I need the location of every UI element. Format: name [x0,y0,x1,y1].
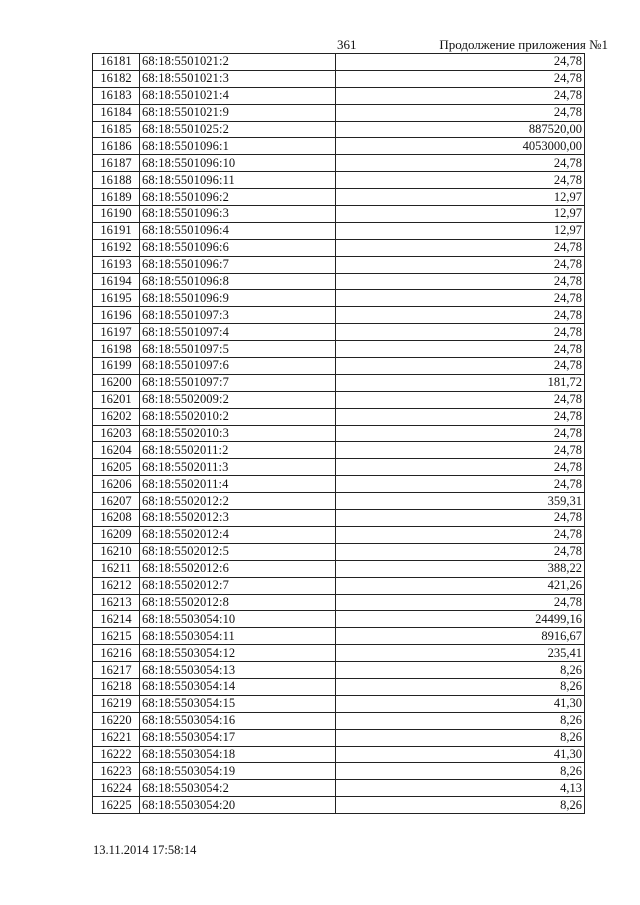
row-number-cell: 16224 [93,780,140,797]
value-cell: 24,78 [336,442,585,459]
table-row [93,678,585,695]
cadastral-number-cell: 68:18:5503054:15 [140,695,336,712]
table-row [93,645,585,662]
value-cell: 24,78 [336,526,585,543]
row-number-cell: 16195 [93,290,140,307]
table-row [93,307,585,324]
value-cell: 181,72 [336,374,585,391]
cadastral-number-cell: 68:18:5501097:7 [140,374,336,391]
value-cell: 24,78 [336,104,585,121]
value-cell: 8,26 [336,763,585,780]
row-number-cell: 16188 [93,172,140,189]
cadastral-number-cell: 68:18:5502012:7 [140,577,336,594]
cadastral-number-cell: 68:18:5503054:2 [140,780,336,797]
cadastral-number-cell: 68:18:5501096:1 [140,138,336,155]
value-cell: 24,78 [336,341,585,358]
value-cell: 8,26 [336,712,585,729]
table-row [93,594,585,611]
row-number-cell: 16210 [93,543,140,560]
table-row [93,510,585,527]
cadastral-number-cell: 68:18:5501096:8 [140,273,336,290]
table-row [93,341,585,358]
value-cell: 41,30 [336,695,585,712]
table-row [93,273,585,290]
table-row [93,543,585,560]
row-number-cell: 16214 [93,611,140,628]
cadastral-number-cell: 68:18:5503054:20 [140,797,336,814]
registry-table [92,53,585,814]
table-row [93,172,585,189]
row-number-cell: 16198 [93,341,140,358]
table-row [93,442,585,459]
value-cell: 4,13 [336,780,585,797]
table-row [93,560,585,577]
cadastral-number-cell: 68:18:5502010:2 [140,408,336,425]
cadastral-number-cell: 68:18:5501097:4 [140,324,336,341]
cadastral-number-cell: 68:18:5503054:12 [140,645,336,662]
table-row [93,104,585,121]
table-row [93,628,585,645]
table-row [93,695,585,712]
row-number-cell: 16223 [93,763,140,780]
table-row [93,746,585,763]
row-number-cell: 16208 [93,510,140,527]
cadastral-number-cell: 68:18:5503054:18 [140,746,336,763]
cadastral-number-cell: 68:18:5501021:2 [140,54,336,71]
value-cell: 8,26 [336,729,585,746]
table-row [93,408,585,425]
row-number-cell: 16191 [93,222,140,239]
cadastral-number-cell: 68:18:5503054:17 [140,729,336,746]
value-cell: 8,26 [336,678,585,695]
row-number-cell: 16217 [93,662,140,679]
row-number-cell: 16201 [93,391,140,408]
row-number-cell: 16186 [93,138,140,155]
row-number-cell: 16211 [93,560,140,577]
value-cell: 24,78 [336,425,585,442]
value-cell: 24499,16 [336,611,585,628]
value-cell: 8,26 [336,662,585,679]
row-number-cell: 16192 [93,239,140,256]
value-cell: 24,78 [336,543,585,560]
value-cell: 24,78 [336,172,585,189]
value-cell: 24,78 [336,391,585,408]
value-cell: 12,97 [336,222,585,239]
value-cell: 24,78 [336,324,585,341]
table-row [93,206,585,223]
table-row [93,611,585,628]
value-cell: 388,22 [336,560,585,577]
row-number-cell: 16203 [93,425,140,442]
row-number-cell: 16185 [93,121,140,138]
table-row [93,526,585,543]
row-number-cell: 16209 [93,526,140,543]
cadastral-number-cell: 68:18:5503054:11 [140,628,336,645]
cadastral-number-cell: 68:18:5501025:2 [140,121,336,138]
table-row [93,797,585,814]
table-row [93,222,585,239]
table-row [93,358,585,375]
row-number-cell: 16218 [93,678,140,695]
cadastral-number-cell: 68:18:5501096:4 [140,222,336,239]
table-row [93,87,585,104]
value-cell: 24,78 [336,256,585,273]
row-number-cell: 16212 [93,577,140,594]
cadastral-number-cell: 68:18:5502012:2 [140,493,336,510]
cadastral-number-cell: 68:18:5501096:9 [140,290,336,307]
table-row [93,459,585,476]
cadastral-number-cell: 68:18:5502011:4 [140,476,336,493]
table-row [93,290,585,307]
table-row [93,391,585,408]
row-number-cell: 16194 [93,273,140,290]
cadastral-number-cell: 68:18:5502011:2 [140,442,336,459]
table-row [93,70,585,87]
table-row [93,189,585,206]
cadastral-number-cell: 68:18:5501097:5 [140,341,336,358]
table-row [93,121,585,138]
table-row [93,425,585,442]
cadastral-number-cell: 68:18:5501096:11 [140,172,336,189]
row-number-cell: 16202 [93,408,140,425]
row-number-cell: 16183 [93,87,140,104]
value-cell: 24,78 [336,70,585,87]
row-number-cell: 16184 [93,104,140,121]
table-row [93,780,585,797]
table-row [93,712,585,729]
value-cell: 24,78 [336,476,585,493]
value-cell: 24,78 [336,594,585,611]
row-number-cell: 16187 [93,155,140,172]
cadastral-number-cell: 68:18:5502011:3 [140,459,336,476]
page-number: 361 [337,37,357,52]
cadastral-number-cell: 68:18:5501021:9 [140,104,336,121]
value-cell: 24,78 [336,307,585,324]
cadastral-number-cell: 68:18:5502010:3 [140,425,336,442]
cadastral-number-cell: 68:18:5502012:3 [140,510,336,527]
row-number-cell: 16205 [93,459,140,476]
value-cell: 24,78 [336,54,585,71]
row-number-cell: 16189 [93,189,140,206]
table-row [93,239,585,256]
row-number-cell: 16220 [93,712,140,729]
row-number-cell: 16215 [93,628,140,645]
value-cell: 24,78 [336,87,585,104]
table-row [93,577,585,594]
cadastral-number-cell: 68:18:5502009:2 [140,391,336,408]
row-number-cell: 16199 [93,358,140,375]
row-number-cell: 16204 [93,442,140,459]
cadastral-number-cell: 68:18:5501097:3 [140,307,336,324]
cadastral-number-cell: 68:18:5501097:6 [140,358,336,375]
cadastral-number-cell: 68:18:5502012:5 [140,543,336,560]
row-number-cell: 16182 [93,70,140,87]
table-row [93,476,585,493]
table-row [93,662,585,679]
value-cell: 24,78 [336,239,585,256]
value-cell: 24,78 [336,408,585,425]
row-number-cell: 16206 [93,476,140,493]
value-cell: 12,97 [336,189,585,206]
value-cell: 24,78 [336,155,585,172]
table-row [93,729,585,746]
cadastral-number-cell: 68:18:5503054:19 [140,763,336,780]
row-number-cell: 16181 [93,54,140,71]
cadastral-number-cell: 68:18:5501096:6 [140,239,336,256]
value-cell: 887520,00 [336,121,585,138]
table-row [93,763,585,780]
cadastral-number-cell: 68:18:5502012:8 [140,594,336,611]
cadastral-number-cell: 68:18:5503054:14 [140,678,336,695]
registry-table-body [93,54,585,814]
value-cell: 235,41 [336,645,585,662]
table-row [93,54,585,71]
row-number-cell: 16222 [93,746,140,763]
value-cell: 24,78 [336,290,585,307]
cadastral-number-cell: 68:18:5501096:3 [140,206,336,223]
table-row [93,138,585,155]
value-cell: 24,78 [336,510,585,527]
value-cell: 4053000,00 [336,138,585,155]
value-cell: 8916,67 [336,628,585,645]
cadastral-number-cell: 68:18:5501096:7 [140,256,336,273]
value-cell: 24,78 [336,459,585,476]
table-row [93,155,585,172]
cadastral-number-cell: 68:18:5503054:10 [140,611,336,628]
cadastral-number-cell: 68:18:5502012:4 [140,526,336,543]
page-caption: Продолжение приложения №1 [439,37,608,52]
table-row [93,374,585,391]
cadastral-number-cell: 68:18:5501021:3 [140,70,336,87]
row-number-cell: 16216 [93,645,140,662]
value-cell: 24,78 [336,273,585,290]
cadastral-number-cell: 68:18:5501096:10 [140,155,336,172]
row-number-cell: 16225 [93,797,140,814]
table-row [93,324,585,341]
table-row [93,493,585,510]
row-number-cell: 16193 [93,256,140,273]
cadastral-number-cell: 68:18:5503054:13 [140,662,336,679]
row-number-cell: 16219 [93,695,140,712]
cadastral-number-cell: 68:18:5502012:6 [140,560,336,577]
cadastral-number-cell: 68:18:5501021:4 [140,87,336,104]
print-timestamp: 13.11.2014 17:58:14 [93,843,197,857]
row-number-cell: 16190 [93,206,140,223]
value-cell: 41,30 [336,746,585,763]
value-cell: 359,31 [336,493,585,510]
value-cell: 24,78 [336,358,585,375]
row-number-cell: 16200 [93,374,140,391]
cadastral-number-cell: 68:18:5501096:2 [140,189,336,206]
row-number-cell: 16196 [93,307,140,324]
row-number-cell: 16197 [93,324,140,341]
value-cell: 421,26 [336,577,585,594]
table-row [93,256,585,273]
row-number-cell: 16207 [93,493,140,510]
cadastral-number-cell: 68:18:5503054:16 [140,712,336,729]
row-number-cell: 16221 [93,729,140,746]
value-cell: 12,97 [336,206,585,223]
row-number-cell: 16213 [93,594,140,611]
value-cell: 8,26 [336,797,585,814]
